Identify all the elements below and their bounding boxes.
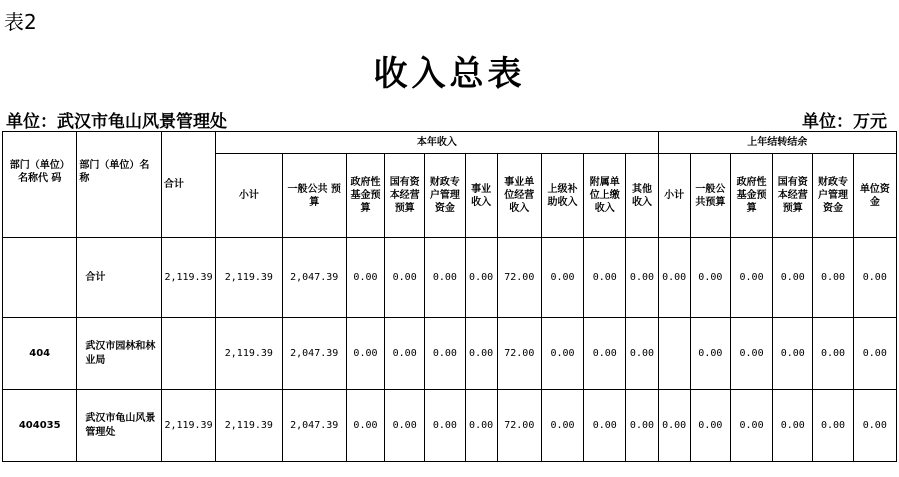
header-current-business-operation: 事业单位经营收入 [497,154,541,238]
cell-value: 0.00 [425,318,465,390]
header-prior-unit-funds: 单位资金 [853,154,896,238]
row-total [161,318,215,390]
row-name: 合计 [77,238,161,318]
table-row [3,238,897,318]
cell-value: 0.00 [346,390,384,462]
cell-value [658,318,690,390]
cell-value: 72.00 [497,318,541,390]
header-prior-general-budget: 一般公共预算 [690,154,730,238]
header-prior-year-carryover: 上年结转结余 [658,132,896,154]
cell-value: 0.00 [658,238,690,318]
income-summary-table [2,131,897,462]
header-current-year-income: 本年收入 [216,132,658,154]
row-code [3,238,77,318]
header-current-gov-fund: 政府性基金预算 [346,154,384,238]
cell-value: 0.00 [773,390,813,462]
cell-value: 0.00 [425,238,465,318]
cell-value: 0.00 [541,238,583,318]
cell-value: 2,119.39 [216,238,282,318]
header-code: 部门（单位）名称代 码 [3,132,77,238]
cell-value: 0.00 [658,390,690,462]
page-title: 收入总表 [373,54,526,94]
cell-value: 0.00 [853,390,896,462]
cell-value: 0.00 [541,390,583,462]
cell-value: 0.00 [773,318,813,390]
header-current-affiliated-remit: 附属单位上缴收入 [584,154,626,238]
cell-value: 0.00 [385,238,425,318]
header-prior-subtotal: 小计 [658,154,690,238]
cell-value: 2,047.39 [282,390,346,462]
header-prior-special-account: 财政专户管理资金 [813,154,853,238]
row-name: 武汉市龟山风景管理处 [77,390,161,462]
cell-value: 0.00 [690,318,730,390]
cell-value: 0.00 [626,238,658,318]
header-current-other-income: 其他收入 [626,154,658,238]
cell-value: 0.00 [346,238,384,318]
header-current-subtotal: 小计 [216,154,282,238]
cell-value: 0.00 [853,238,896,318]
row-code: 404 [3,318,77,390]
cell-value: 2,119.39 [216,318,282,390]
cell-value: 0.00 [425,390,465,462]
cell-value: 0.00 [853,318,896,390]
cell-value: 0.00 [813,238,853,318]
header-total: 合计 [161,132,215,238]
cell-value: 0.00 [626,390,658,462]
table-row [3,318,897,390]
cell-value: 0.00 [584,390,626,462]
cell-value: 2,047.39 [282,238,346,318]
row-total: 2,119.39 [161,238,215,318]
cell-value: 0.00 [690,390,730,462]
cell-value: 72.00 [497,390,541,462]
header-name: 部门（单位）名称 [77,132,161,238]
cell-value: 0.00 [465,390,497,462]
cell-value: 72.00 [497,238,541,318]
cell-value: 0.00 [346,318,384,390]
cell-value: 0.00 [541,318,583,390]
unit-label-currency: 单位：万元 [802,112,887,132]
cell-value: 0.00 [584,238,626,318]
cell-value: 0.00 [465,238,497,318]
cell-value: 0.00 [730,318,772,390]
header-current-special-account: 财政专户管理资金 [425,154,465,238]
header-prior-state-capital: 国有资本经营预算 [773,154,813,238]
cell-value: 0.00 [465,318,497,390]
table-row [3,390,897,462]
cell-value: 0.00 [626,318,658,390]
header-prior-gov-fund: 政府性基金预算 [730,154,772,238]
row-total: 2,119.39 [161,390,215,462]
cell-value: 0.00 [813,390,853,462]
cell-value: 0.00 [584,318,626,390]
cell-value: 2,119.39 [216,390,282,462]
cell-value: 0.00 [730,390,772,462]
cell-value: 2,047.39 [282,318,346,390]
header-current-general-budget: 一般公共 预算 [282,154,346,238]
cell-value: 0.00 [690,238,730,318]
row-code: 404035 [3,390,77,462]
header-current-superior-subsidy: 上级补助收入 [541,154,583,238]
header-current-state-capital: 国有资本经营预算 [385,154,425,238]
row-name: 武汉市园林和林业局 [77,318,161,390]
cell-value: 0.00 [385,318,425,390]
cell-value: 0.00 [730,238,772,318]
header-current-business-income: 事业收入 [465,154,497,238]
cell-value: 0.00 [813,318,853,390]
header-row-groups [3,132,897,154]
unit-label-organization: 单位：武汉市龟山风景管理处 [6,112,227,132]
table-number-label: 表2 [4,10,37,34]
cell-value: 0.00 [385,390,425,462]
cell-value: 0.00 [773,238,813,318]
